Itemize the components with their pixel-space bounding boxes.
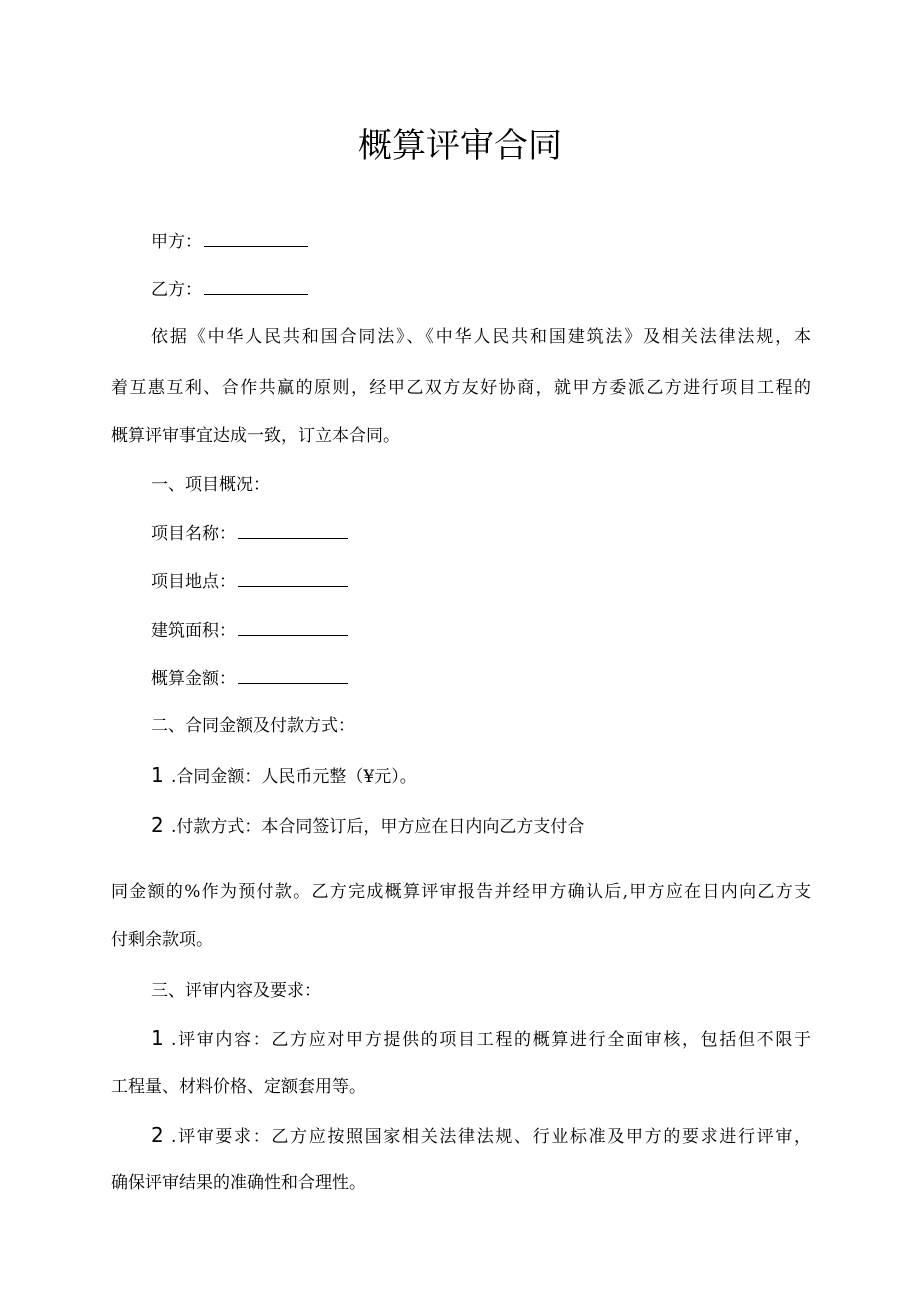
item-number: 1 — [151, 1026, 164, 1050]
field-blank — [238, 666, 348, 684]
party-b-line — [151, 277, 308, 302]
section3-heading: 三、评审内容及要求： — [151, 981, 321, 1001]
intro-line-1: 依据《中华人民共和国合同法》、《中华人民共和国建筑法》及相关法律法规，本 — [151, 327, 811, 347]
item-text: .评审内容：乙方应对甲方提供的项目工程的概算进行全面审核，包括但不限于 — [171, 1030, 811, 1050]
field-building-area — [151, 618, 348, 643]
item-number: 2 — [151, 813, 164, 837]
section3-item-1 — [151, 1026, 811, 1052]
field-project-location — [151, 569, 348, 594]
field-label: 项目名称： — [151, 524, 236, 544]
item-text: .合同金额：人民币元整（¥元）。 — [171, 767, 417, 787]
party-a-label: 甲方： — [151, 232, 202, 252]
field-label: 建筑面积： — [151, 621, 236, 641]
field-blank — [238, 521, 348, 539]
field-label: 概算金额： — [151, 669, 236, 689]
intro-line-3: 概算评审事宜达成一致，订立本合同。 — [111, 426, 400, 446]
item-number: 1 — [151, 763, 164, 787]
section2-item-1 — [151, 763, 417, 789]
item-number: 2 — [151, 1123, 164, 1147]
field-estimate-amount — [151, 666, 348, 691]
section2-item-2 — [151, 813, 584, 839]
section3-item-1-cont: 工程量、材料价格、定额套用等。 — [111, 1077, 366, 1097]
party-a-line — [151, 229, 308, 254]
section2-item-2-cont-2: 付剩余款项。 — [111, 930, 213, 950]
item-text: .付款方式：本合同签订后，甲方应在日内向乙方支付合 — [171, 817, 585, 837]
field-label: 项目地点： — [151, 572, 236, 592]
section2-heading: 二、合同金额及付款方式： — [151, 716, 355, 736]
item-text: .评审要求：乙方应按照国家相关法律法规、行业标准及甲方的要求进行评审， — [171, 1127, 811, 1147]
party-b-label: 乙方： — [151, 280, 202, 300]
party-b-blank — [204, 277, 308, 295]
section3-item-2-cont: 确保评审结果的准确性和合理性。 — [111, 1173, 366, 1193]
intro-line-2: 着互惠互利、合作共赢的原则，经甲乙双方友好协商，就甲方委派乙方进行项目工程的 — [111, 378, 811, 398]
party-a-blank — [204, 229, 308, 247]
field-project-name — [151, 521, 348, 546]
section1-heading: 一、项目概况： — [151, 475, 270, 495]
field-blank — [238, 618, 348, 636]
section2-item-2-cont-1: 同金额的%作为预付款。乙方完成概算评审报告并经甲方确认后,甲方应在日内向乙方支 — [111, 882, 811, 902]
section3-item-2 — [151, 1123, 811, 1149]
document-title: 概算评审合同 — [358, 126, 562, 166]
field-blank — [238, 569, 348, 587]
